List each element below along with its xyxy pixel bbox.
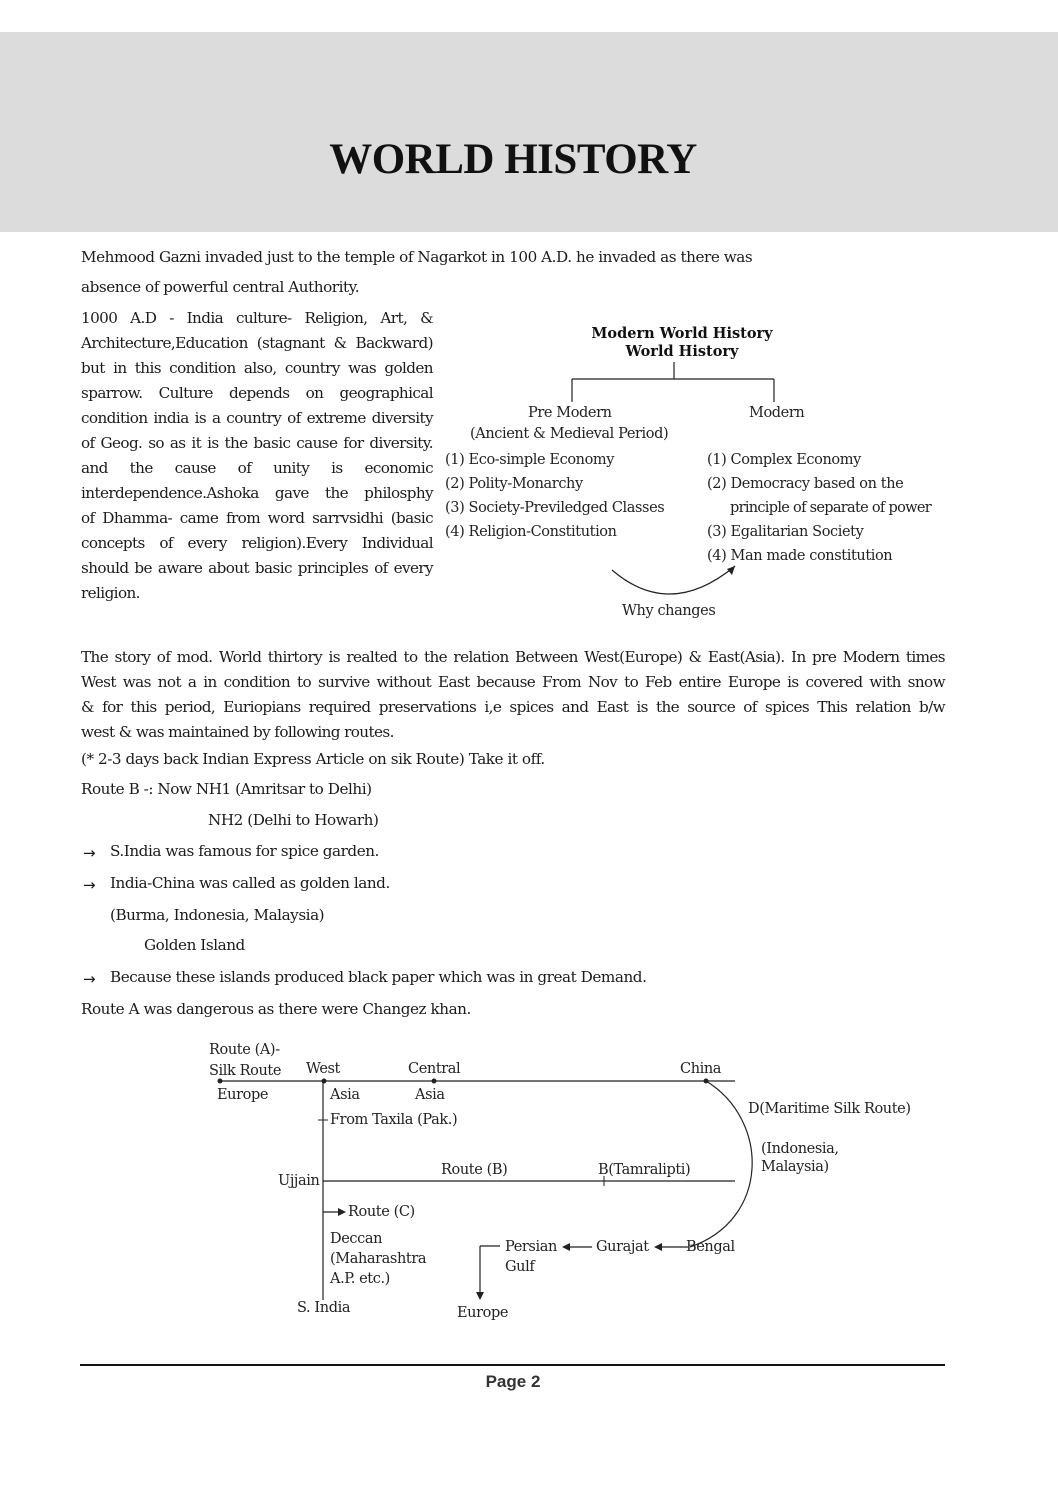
paragraph-line: & for this period, Euriopians required preservations i,e spices and East is the source of spices This relation b/w bbox=[81, 698, 945, 716]
map-maritime-route: D(Maritime Silk Route) bbox=[748, 1101, 911, 1117]
page-number: Page 2 bbox=[485, 1372, 541, 1391]
map-bengal: Bengal bbox=[686, 1239, 735, 1255]
paragraph-line: but in this condition also, country was golden bbox=[81, 359, 433, 377]
countries-note: (Burma, Indonesia, Malaysia) bbox=[110, 906, 325, 924]
map-south-india: S. India bbox=[297, 1300, 351, 1316]
intro-line-2: absence of powerful central Authority. bbox=[81, 278, 360, 296]
pre-modern-subheading: (Ancient & Medieval Period) bbox=[470, 426, 669, 442]
map-europe-top: Europe bbox=[217, 1087, 269, 1103]
modern-item: (2) Democracy based on the bbox=[707, 476, 904, 492]
paragraph-line: sparrow. Culture depends on geographical bbox=[81, 384, 433, 402]
story-paragraph bbox=[81, 645, 945, 745]
map-tamralipti: B(Tamralipti) bbox=[598, 1162, 691, 1178]
map-asia-central: Asia bbox=[415, 1087, 445, 1103]
map-china: China bbox=[680, 1061, 722, 1077]
modern-item: (3) Egalitarian Society bbox=[707, 524, 864, 540]
nh2-note: NH2 (Delhi to Howarh) bbox=[208, 811, 379, 829]
map-gulf: Gulf bbox=[505, 1259, 535, 1275]
right-arrow-icon: → bbox=[83, 876, 96, 894]
paragraph-line: concepts of every religion).Every Individual bbox=[81, 534, 433, 552]
pre-modern-item: (4) Religion-Constitution bbox=[445, 524, 617, 540]
paragraph-line: religion. bbox=[81, 584, 140, 602]
paragraph-line: Architecture,Education (stagnant & Backward) bbox=[81, 334, 433, 352]
pre-modern-item: (3) Society-Previledged Classes bbox=[445, 500, 665, 516]
paragraph-line: should be aware about basic principles of every bbox=[81, 559, 433, 577]
paragraph-line: West was not a in condition to survive without East because From Nov to Feb entire Europe is covered with snow bbox=[81, 673, 945, 691]
diagram-title-2: World History bbox=[625, 343, 739, 360]
paragraph-line: of Dhamma- came from word sarrvsidhi (basic bbox=[81, 509, 433, 527]
paragraph-line: and the cause of unity is economic bbox=[81, 459, 433, 477]
page-title: WORLD HISTORY bbox=[329, 136, 697, 183]
spice-note: S.India was famous for spice garden. bbox=[110, 842, 379, 860]
map-central: Central bbox=[408, 1061, 461, 1077]
route-b-note: Route B -: Now NH1 (Amritsar to Delhi) bbox=[81, 780, 372, 798]
map-taxila: From Taxila (Pak.) bbox=[330, 1112, 458, 1128]
right-arrow-icon: → bbox=[83, 970, 96, 988]
paragraph-line: 1000 A.D - India culture- Religion, Art, & bbox=[81, 309, 433, 327]
map-indonesia: (Indonesia, bbox=[761, 1141, 839, 1157]
paragraph-line: The story of mod. World thirtory is realted to the relation Between West(Europe) & East(Asia). In pre Modern times bbox=[81, 648, 945, 666]
why-changes-label: Why changes bbox=[622, 603, 716, 619]
pre-modern-item: (1) Eco-simple Economy bbox=[445, 452, 615, 468]
paragraph-line: west & was maintained by following routes. bbox=[81, 723, 394, 741]
modern-item: (4) Man made constitution bbox=[707, 548, 893, 564]
modern-item: principle of separate of power bbox=[730, 500, 931, 516]
intro-line-1: Mehmood Gazni invaded just to the temple of Nagarkot in 100 A.D. he invaded as there was bbox=[81, 248, 753, 266]
map-malaysia: Malaysia) bbox=[761, 1159, 829, 1175]
map-route-b: Route (B) bbox=[441, 1162, 508, 1178]
route-a-note: Route A was dangerous as there were Changez khan. bbox=[81, 1000, 471, 1018]
map-west: West bbox=[306, 1061, 340, 1077]
map-persian: Persian bbox=[505, 1239, 557, 1255]
map-europe-bottom: Europe bbox=[457, 1305, 509, 1321]
pre-modern-heading: Pre Modern bbox=[528, 405, 612, 421]
golden-island-note: Golden Island bbox=[144, 936, 245, 954]
pre-modern-item: (2) Polity-Monarchy bbox=[445, 476, 583, 492]
paragraph-line: interdependence.Ashoka gave the philosphy bbox=[81, 484, 433, 502]
article-note: (* 2-3 days back Indian Express Article on sik Route) Take it off. bbox=[81, 750, 545, 768]
map-asia-west: Asia bbox=[330, 1087, 360, 1103]
map-route-a: Route (A)- bbox=[209, 1042, 280, 1058]
modern-heading: Modern bbox=[749, 405, 805, 421]
map-silk-route: Silk Route bbox=[209, 1063, 281, 1079]
map-route-c: Route (C) bbox=[348, 1204, 415, 1220]
map-ujjain: Ujjain bbox=[278, 1173, 320, 1189]
paragraph-line: of Geog. so as it is the basic cause for diversity. bbox=[81, 434, 433, 452]
map-deccan: Deccan bbox=[330, 1231, 383, 1247]
diagram-title-1: Modern World History bbox=[591, 325, 773, 342]
map-gurajat: Gurajat bbox=[596, 1239, 649, 1255]
right-arrow-icon: → bbox=[83, 844, 96, 862]
footer-rule bbox=[80, 1364, 945, 1366]
map-ap: A.P. etc.) bbox=[330, 1271, 390, 1287]
black-paper-note: Because these islands produced black paper which was in great Demand. bbox=[110, 968, 647, 986]
golden-land-note: India-China was called as golden land. bbox=[110, 874, 390, 892]
modern-item: (1) Complex Economy bbox=[707, 452, 861, 468]
map-maharashtra: (Maharashtra bbox=[330, 1251, 427, 1267]
paragraph-line: condition india is a country of extreme diversity bbox=[81, 409, 433, 427]
